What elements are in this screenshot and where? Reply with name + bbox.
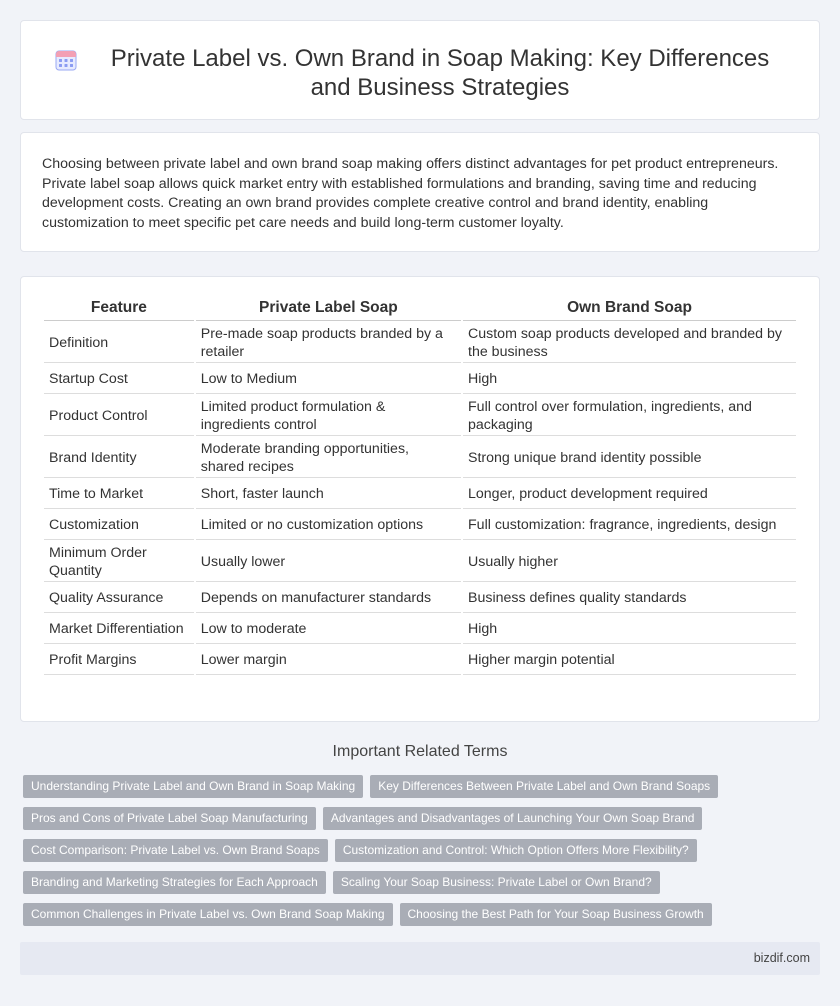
related-term-link[interactable]: Key Differences Between Private Label and Own Brand Soaps <box>370 775 718 798</box>
table-row <box>44 365 796 394</box>
own-brand-cell: Usually higher <box>463 542 796 582</box>
title-card <box>20 20 820 120</box>
related-term-link[interactable]: Choosing the Best Path for Your Soap Business Growth <box>400 903 712 926</box>
private-label-cell: Moderate branding opportunities, shared recipes <box>196 438 461 478</box>
private-label-cell: Usually lower <box>196 542 461 582</box>
own-brand-cell: Business defines quality standards <box>463 584 796 613</box>
related-term-link[interactable]: Branding and Marketing Strategies for Each Approach <box>23 871 326 894</box>
table-row <box>44 396 796 436</box>
related-terms-list <box>23 775 813 926</box>
own-brand-cell: Full control over formulation, ingredients, and packaging <box>463 396 796 436</box>
related-term-link[interactable]: Pros and Cons of Private Label Soap Manufacturing <box>23 807 316 830</box>
related-term-link[interactable]: Common Challenges in Private Label vs. Own Brand Soap Making <box>23 903 393 926</box>
comparison-table-card <box>20 276 820 722</box>
related-term-link[interactable]: Advantages and Disadvantages of Launching Your Own Soap Brand <box>323 807 703 830</box>
column-header-feature: Feature <box>44 296 194 321</box>
related-term-link[interactable]: Cost Comparison: Private Label vs. Own Brand Soaps <box>23 839 328 862</box>
private-label-cell: Limited or no customization options <box>196 511 461 540</box>
intro-card <box>20 132 820 252</box>
table-row <box>44 480 796 509</box>
private-label-cell: Lower margin <box>196 646 461 675</box>
column-header-private-label: Private Label Soap <box>196 296 461 321</box>
own-brand-cell: Full customization: fragrance, ingredients, design <box>463 511 796 540</box>
feature-cell: Market Differentiation <box>44 615 194 644</box>
feature-cell: Definition <box>44 323 194 363</box>
private-label-cell: Low to Medium <box>196 365 461 394</box>
feature-cell: Product Control <box>44 396 194 436</box>
own-brand-cell: High <box>463 365 796 394</box>
feature-cell: Startup Cost <box>44 365 194 394</box>
own-brand-cell: Higher margin potential <box>463 646 796 675</box>
own-brand-cell: Strong unique brand identity possible <box>463 438 796 478</box>
table-row <box>44 438 796 478</box>
private-label-cell: Pre-made soap products branded by a retailer <box>196 323 461 363</box>
related-term-link[interactable]: Customization and Control: Which Option Offers More Flexibility? <box>335 839 697 862</box>
table-row <box>44 511 796 540</box>
table-row <box>44 584 796 613</box>
related-terms-heading: Important Related Terms <box>332 743 508 760</box>
feature-cell: Customization <box>44 511 194 540</box>
table-row <box>44 542 796 582</box>
table-row <box>44 615 796 644</box>
private-label-cell: Short, faster launch <box>196 480 461 509</box>
table-row <box>44 323 796 363</box>
private-label-cell: Limited product formulation & ingredients control <box>196 396 461 436</box>
feature-cell: Profit Margins <box>44 646 194 675</box>
table-header-row <box>44 296 796 321</box>
own-brand-cell: Custom soap products developed and branded by the business <box>463 323 796 363</box>
page-title: Private Label vs. Own Brand in Soap Making: Key Differences and Business Strategies <box>110 45 770 101</box>
intro-paragraph: Choosing between private label and own brand soap making offers distinct advantages for pet product entrepreneurs. Private label soap allows quick market entry with established formulations and branding, saving time and reducing development costs. Creating an own brand provides complete creative control and brand identity, enabling customization to meet specific pet care needs and build long-term customer loyalty. <box>42 156 779 231</box>
own-brand-cell: Longer, product development required <box>463 480 796 509</box>
related-term-link[interactable]: Scaling Your Soap Business: Private Label or Own Brand? <box>333 871 660 894</box>
feature-cell: Time to Market <box>44 480 194 509</box>
feature-cell: Minimum Order Quantity <box>44 542 194 582</box>
footer-site-name[interactable]: bizdif.com <box>753 951 810 965</box>
column-header-own-brand: Own Brand Soap <box>463 296 796 321</box>
related-term-link[interactable]: Understanding Private Label and Own Brand in Soap Making <box>23 775 363 798</box>
feature-cell: Brand Identity <box>44 438 194 478</box>
comparison-table <box>42 294 798 677</box>
feature-cell: Quality Assurance <box>44 584 194 613</box>
table-row <box>44 646 796 675</box>
private-label-cell: Depends on manufacturer standards <box>196 584 461 613</box>
footer <box>20 942 820 975</box>
own-brand-cell: High <box>463 615 796 644</box>
private-label-cell: Low to moderate <box>196 615 461 644</box>
